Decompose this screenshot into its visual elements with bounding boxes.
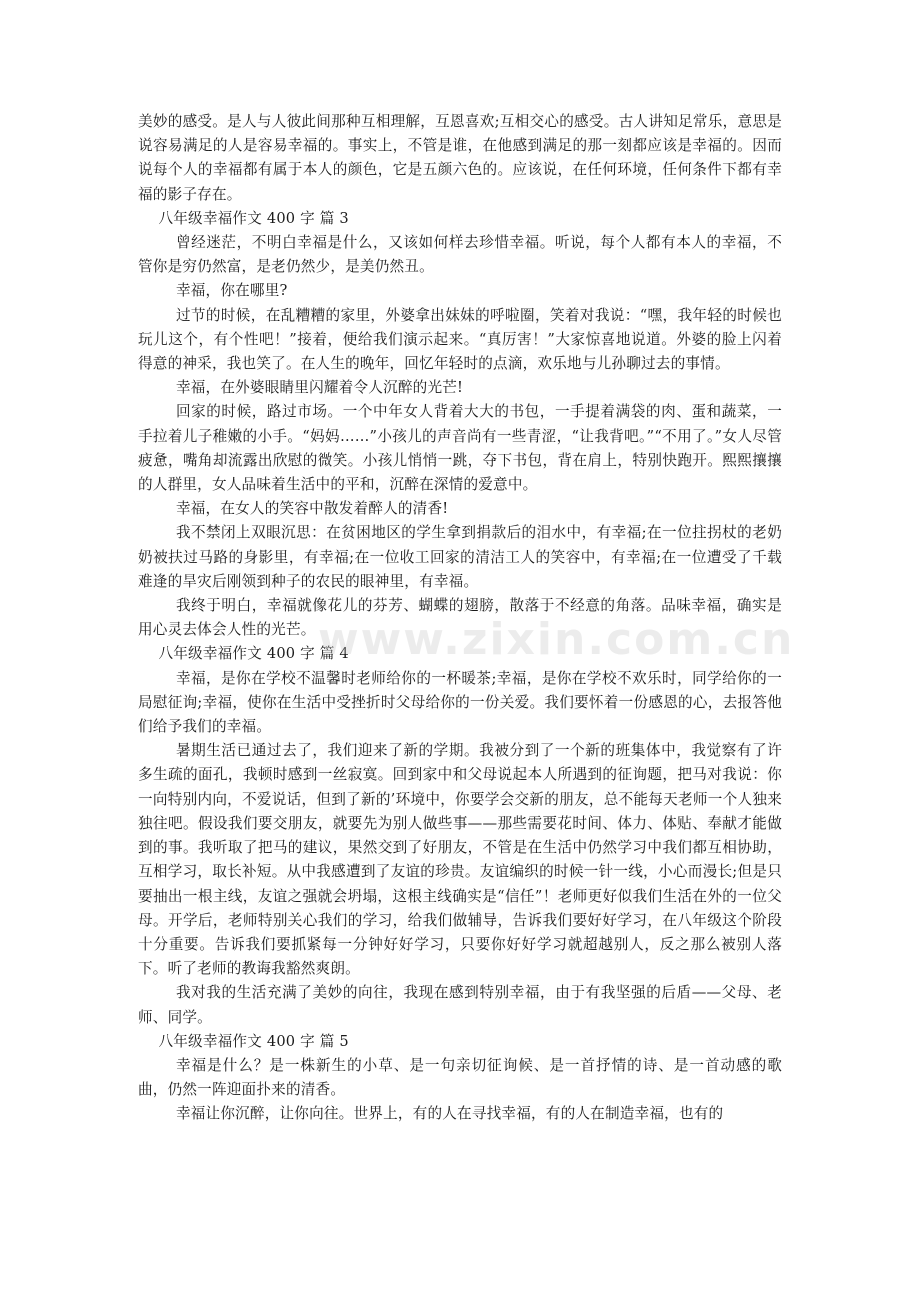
paragraph: 幸福，是你在学校不温馨时老师给你的一杯暖茶;幸福，是你在学校不欢乐时，同学给你的一局慰征询;幸福，使你在生活中受挫折时父母给你的一份关爱。我们要怀着一份感恩的心，去报答他们给予我们的幸福。: [138, 669, 782, 736]
paragraph: 我不禁闭上双眼沉思：在贫困地区的学生拿到捐款后的泪水中，有幸福;在一位拄拐杖的老奶奶被扶过马路的身影里，有幸福;在一位收工回家的清洁工人的笑容中，有幸福;在一位遭受了千载难逢的旱灾后刚领到种子的农民的眼神里，有幸福。: [138, 524, 782, 590]
paragraph: 我对我的生活充满了美妙的向往，我现在感到特别幸福，由于有我坚强的后盾——父母、老师、同学。: [138, 984, 782, 1026]
section-heading: 八年级幸福作文 400 字 篇 4: [158, 645, 349, 663]
paragraph: 曾经迷茫，不明白幸福是什么，又该如何样去珍惜幸福。听说，每个人都有本人的幸福，不管你是穷仍然富，是老仍然少，是美仍然丑。: [138, 234, 782, 276]
paragraph: 幸福，在女人的笑容中散发着醉人的清香!: [175, 500, 449, 518]
paragraph: 幸福，在外婆眼睛里闪耀着令人沉醉的光芒!: [175, 379, 464, 397]
section-heading: 八年级幸福作文 400 字 篇 5: [158, 1032, 349, 1050]
paragraph: 幸福，你在哪里?: [175, 282, 288, 300]
document-body: [138, 110, 782, 1127]
paragraph: 我终于明白，幸福就像花儿的芬芳、蝴蝶的翅膀，散落于不经意的角落。品味幸福，确实是用心灵去体会人性的光芒。: [138, 597, 782, 639]
paragraph: 幸福是什么？是一株新生的小草、是一句亲切征询候、是一首抒情的诗、是一首动感的歌曲，仍然一阵迎面扑来的清香。: [138, 1056, 782, 1099]
watermark: www.zixin.com.cn: [318, 614, 795, 665]
paragraph: 暑期生活已通过去了，我们迎来了新的学期。我被分到了一个新的班集体中，我觉察有了许多生疏的面孔，我顿时感到一丝寂寞。回到家中和父母说起本人所遇到的征询题，把马对我说：你一向特别内向，不爱说话，但到了新的’环境中，你要学会交新的朋友，总不能每天老师一个人独来独往吧。假设我们要交朋友，就要先为别人做些事——那些需要花时间、体力、体贴、奉献才能做到的事。我听取了把马的建议，果然交到了好朋友，不管是在生活中仍然学习中我们都互相协助，互相学习，取长补短。从中我感遭到了友谊的珍贵。友谊编织的时候一针一线，小心而漫长;但是只要抽出一根主线，友谊之强就会坍塌，这根主线确实是“信任”！老师更好似我们生活在外的一位父母。开学后，老师特别关心我们的学习，给我们做辅导，告诉我们要好好学习，在八年级这个阶段十分重要。告诉我们要抓紧每一分钟好好学习，只要你好好学习就超越别人，反之那么被别人落下。听了老师的教诲我豁然爽朗。: [138, 742, 782, 978]
paragraph: 美妙的感受。是人与人彼此间那种互相理解，互恩喜欢;互相交心的感受。古人讲知足常乐，意思是说容易满足的人是容易幸福的。事实上，不管是谁，在他感到满足的那一刻都应该是幸福的。因而说每个人的幸福都有属于本人的颜色，它是五颜六色的。应该说，在任何环境，任何条件下都有幸福的影子存在。: [138, 113, 782, 203]
section-heading: 八年级幸福作文 400 字 篇 3: [158, 209, 349, 227]
paragraph: 幸福让你沉醉，让你向往。世界上，有的人在寻找幸福，有的人在制造幸福，也有的: [175, 1105, 724, 1123]
paragraph: 回家的时候，路过市场。一个中年女人背着大大的书包，一手提着满袋的肉、蛋和蔬菜，一手拉着儿子稚嫩的小手。“妈妈……”小孩儿的声音尚有一些青涩，“让我背吧。”“不用了。”女人尽管疲惫，嘴角却流露出欣慰的微笑。小孩儿悄悄一跳，夺下书包，背在肩上，特别快跑开。熙熙攘攘的人群里，女人品味着生活中的平和，沉醉在深情的爱意中。: [138, 403, 782, 494]
paragraph: 过节的时候，在乱糟糟的家里，外婆拿出妹妹的呼啦圈，笑着对我说：“嘿，我年轻的时候也玩儿这个，有个性吧！”接着，便给我们演示起来。“真厉害！”大家惊喜地说道。外婆的脸上闪着得意的神采，我也笑了。在人生的晚年，回忆年轻时的点滴，欢乐地与儿孙聊过去的事情。: [138, 306, 782, 373]
